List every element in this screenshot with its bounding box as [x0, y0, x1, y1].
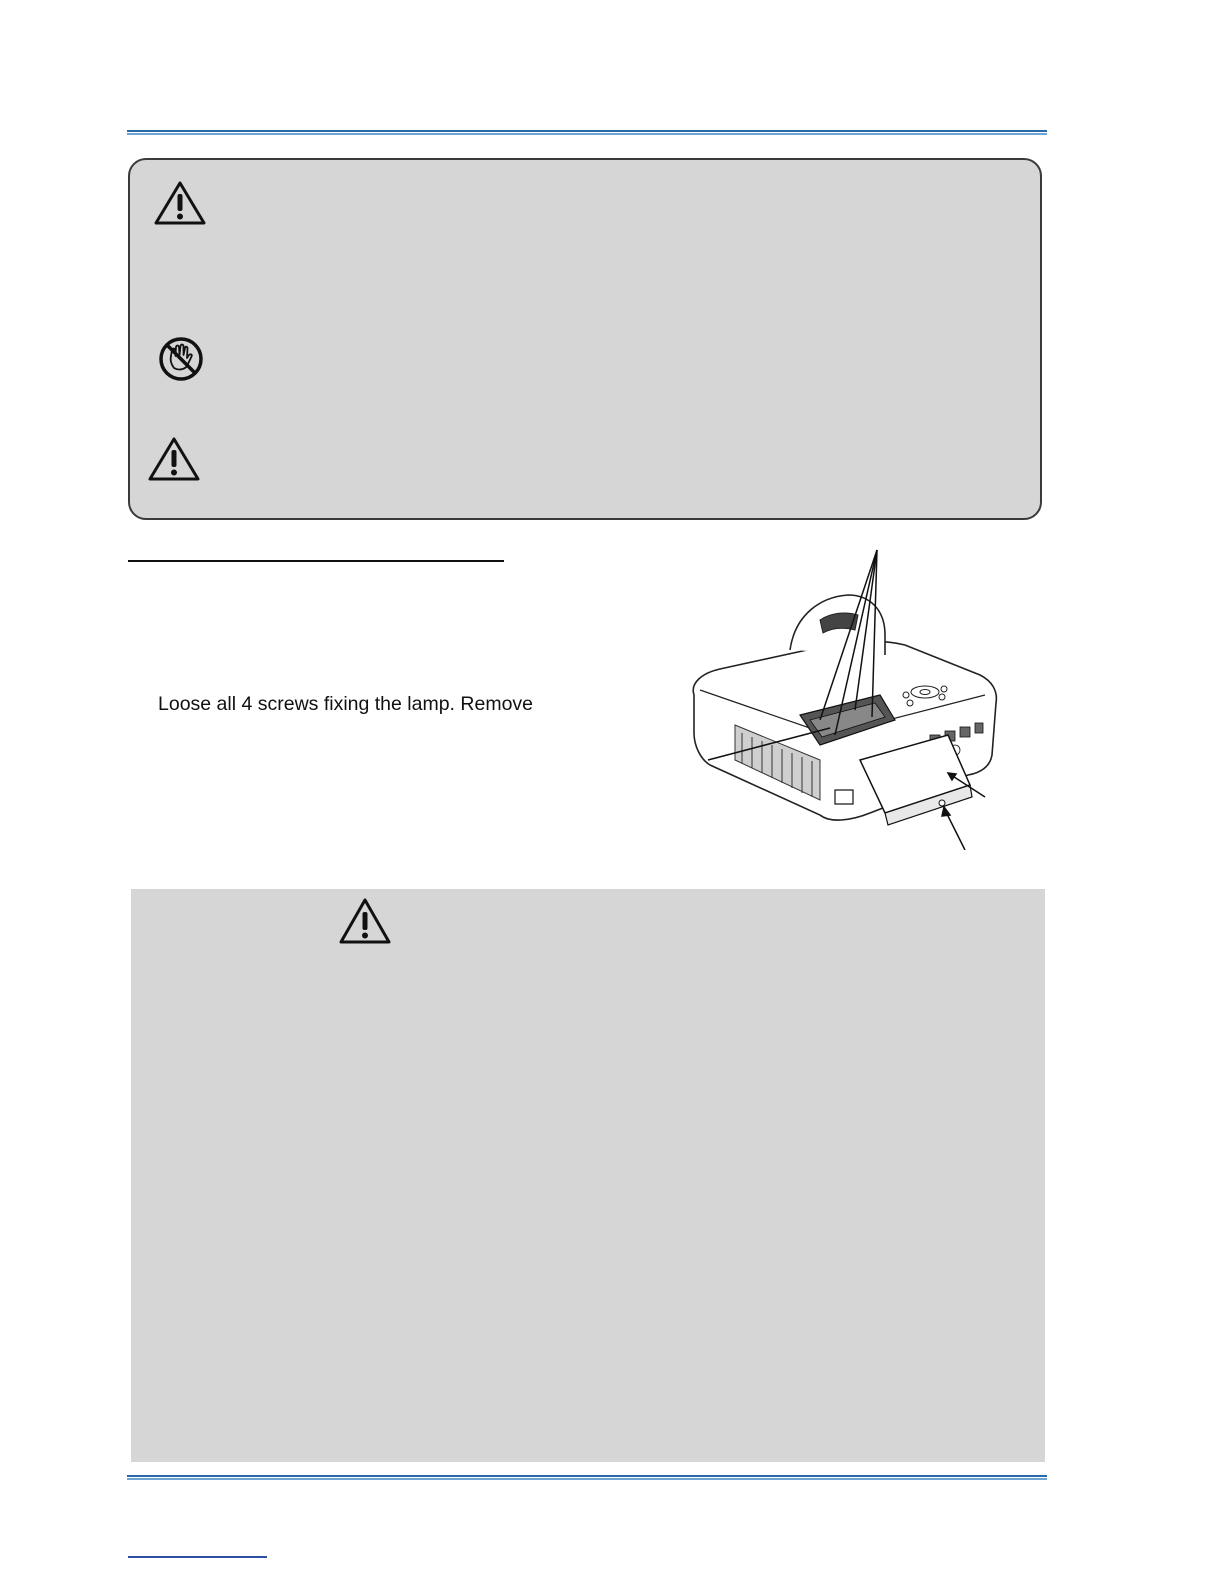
no-touch-hand-icon [157, 336, 205, 382]
step-instruction-text: Loose all 4 screws fixing the lamp. Remove [158, 693, 534, 715]
projector-lamp-illustration [680, 545, 1000, 850]
warning-triangle-icon [338, 897, 392, 945]
warning-triangle-icon [153, 180, 207, 226]
section-heading-underline [128, 560, 504, 562]
footer-rule [127, 1475, 1047, 1480]
caution-panel [131, 889, 1045, 1462]
warning-triangle-icon [147, 436, 201, 482]
footer-link[interactable] [128, 1556, 267, 1558]
header-rule [127, 130, 1047, 135]
warning-box [128, 158, 1042, 520]
